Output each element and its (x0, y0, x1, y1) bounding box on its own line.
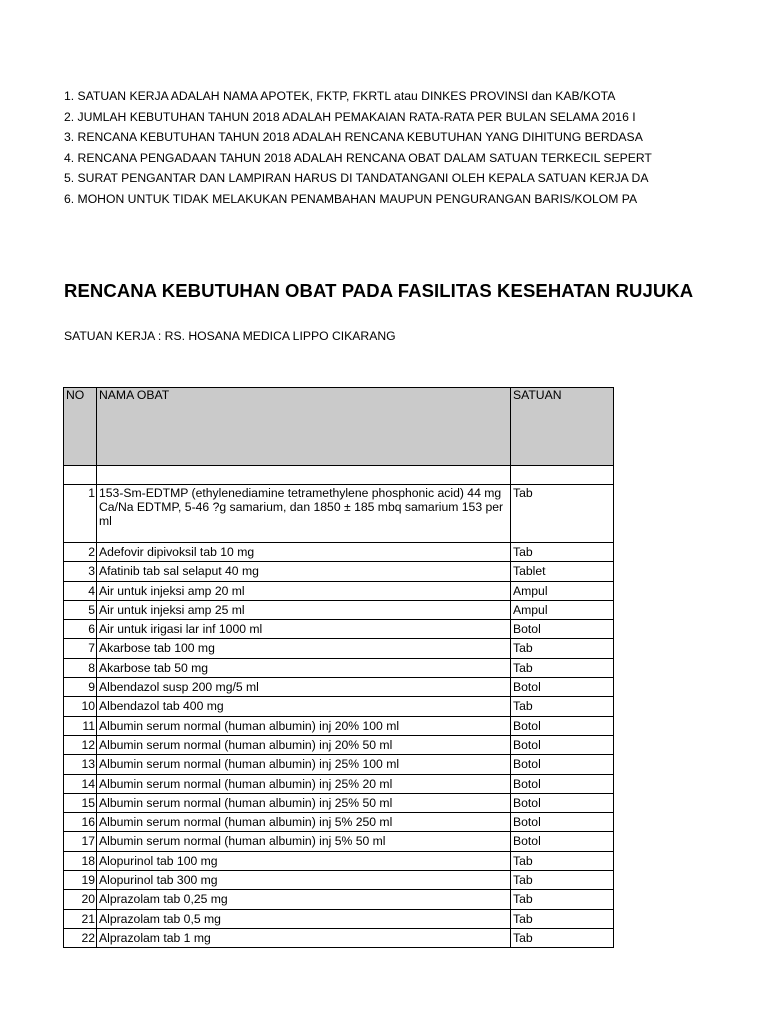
table-row (64, 871, 614, 890)
table-row (64, 755, 614, 774)
table-row (64, 581, 614, 600)
cell-no: 16 (64, 813, 97, 832)
cell-nama-obat: Afatinib tab sal selaput 40 mg (97, 562, 511, 581)
blank-row (64, 466, 614, 485)
cell-satuan: Tab (511, 851, 614, 870)
cell-no: 20 (64, 890, 97, 909)
cell-no: 14 (64, 774, 97, 793)
cell-no: 22 (64, 928, 97, 947)
table-row (64, 716, 614, 735)
cell-satuan: Tab (511, 871, 614, 890)
note-item: 3. RENCANA KEBUTUHAN TAHUN 2018 ADALAH RENCANA KEBUTUHAN YANG DIHITUNG BERDASA (64, 130, 643, 144)
note-item: 1. SATUAN KERJA ADALAH NAMA APOTEK, FKTP, FKRTL atau DINKES PROVINSI dan KAB/KOTA (64, 89, 616, 103)
cell-satuan: Botol (511, 620, 614, 639)
cell-no: 8 (64, 658, 97, 677)
cell-nama-obat: Albumin serum normal (human albumin) inj 20% 50 ml (97, 735, 511, 754)
cell-nama-obat: 153-Sm-EDTMP (ethylenediamine tetramethylene phosphonic acid) 44 mg Ca/Na EDTMP, 5-46 ?g samarium, dan 1850 ± 185 mbq samarium 153 per ml (97, 485, 511, 543)
cell-no: 1 (64, 485, 97, 543)
cell-nama-obat: Alopurinol tab 100 mg (97, 851, 511, 870)
cell-nama-obat: Albumin serum normal (human albumin) inj 25% 20 ml (97, 774, 511, 793)
cell-nama-obat: Alopurinol tab 300 mg (97, 871, 511, 890)
table-row (64, 890, 614, 909)
cell-nama-obat: Albumin serum normal (human albumin) inj 25% 50 ml (97, 793, 511, 812)
medicine-table (63, 387, 614, 948)
cell-nama-obat: Albumin serum normal (human albumin) inj 20% 100 ml (97, 716, 511, 735)
cell-nama-obat: Alprazolam tab 0,5 mg (97, 909, 511, 928)
cell-nama-obat: Akarbose tab 100 mg (97, 639, 511, 658)
cell-no: 11 (64, 716, 97, 735)
cell-no: 4 (64, 581, 97, 600)
header-nama-obat: NAMA OBAT (97, 388, 511, 466)
cell-satuan: Tab (511, 658, 614, 677)
header-no: NO (64, 388, 97, 466)
table-cell (64, 466, 97, 485)
cell-satuan: Botol (511, 755, 614, 774)
table-cell (97, 466, 511, 485)
cell-nama-obat: Air untuk irigasi lar inf 1000 ml (97, 620, 511, 639)
cell-no: 9 (64, 678, 97, 697)
cell-nama-obat: Akarbose tab 50 mg (97, 658, 511, 677)
table-row (64, 735, 614, 754)
cell-nama-obat: Air untuk injeksi amp 20 ml (97, 581, 511, 600)
table-row (64, 639, 614, 658)
table-row (64, 851, 614, 870)
cell-nama-obat: Albumin serum normal (human albumin) inj 5% 250 ml (97, 813, 511, 832)
note-item: 4. RENCANA PENGADAAN TAHUN 2018 ADALAH RENCANA OBAT DALAM SATUAN TERKECIL SEPERT (64, 150, 652, 165)
table-cell (511, 466, 614, 485)
header-satuan: SATUAN (511, 388, 614, 466)
cell-satuan: Tablet (511, 562, 614, 581)
table-row (64, 485, 614, 543)
cell-satuan: Tab (511, 543, 614, 562)
cell-no: 17 (64, 832, 97, 851)
cell-satuan: Botol (511, 735, 614, 754)
satuan-kerja-label: SATUAN KERJA : RS. HOSANA MEDICA LIPPO CIKARANG (64, 329, 396, 343)
cell-no: 10 (64, 697, 97, 716)
cell-satuan: Ampul (511, 600, 614, 619)
cell-no: 7 (64, 639, 97, 658)
table-row (64, 562, 614, 581)
cell-nama-obat: Adefovir dipivoksil tab 10 mg (97, 543, 511, 562)
table-row (64, 813, 614, 832)
cell-satuan: Botol (511, 774, 614, 793)
cell-nama-obat: Albumin serum normal (human albumin) inj 5% 50 ml (97, 832, 511, 851)
table-row (64, 774, 614, 793)
cell-satuan: Botol (511, 813, 614, 832)
cell-satuan: Tab (511, 639, 614, 658)
cell-satuan: Botol (511, 716, 614, 735)
cell-no: 21 (64, 909, 97, 928)
cell-no: 18 (64, 851, 97, 870)
table-row (64, 928, 614, 947)
cell-no: 12 (64, 735, 97, 754)
cell-satuan: Tab (511, 928, 614, 947)
cell-nama-obat: Alprazolam tab 1 mg (97, 928, 511, 947)
cell-nama-obat: Alprazolam tab 0,25 mg (97, 890, 511, 909)
table-row (64, 543, 614, 562)
cell-no: 3 (64, 562, 97, 581)
cell-no: 15 (64, 793, 97, 812)
table-row (64, 832, 614, 851)
cell-satuan: Tab (511, 697, 614, 716)
notes-list (64, 86, 652, 209)
cell-no: 6 (64, 620, 97, 639)
cell-nama-obat: Albendazol susp 200 mg/5 ml (97, 678, 511, 697)
cell-satuan: Botol (511, 793, 614, 812)
cell-satuan: Tab (511, 485, 614, 543)
cell-nama-obat: Albumin serum normal (human albumin) inj 25% 100 ml (97, 755, 511, 774)
cell-satuan: Botol (511, 832, 614, 851)
document-title: RENCANA KEBUTUHAN OBAT PADA FASILITAS KESEHATAN RUJUKA (64, 280, 694, 301)
table-row (64, 909, 614, 928)
cell-satuan: Botol (511, 678, 614, 697)
cell-satuan: Ampul (511, 581, 614, 600)
cell-no: 5 (64, 600, 97, 619)
cell-nama-obat: Air untuk injeksi amp 25 ml (97, 600, 511, 619)
table-header-row (64, 388, 614, 466)
note-item: 5. SURAT PENGANTAR DAN LAMPIRAN HARUS DI TANDATANGANI OLEH KEPALA SATUAN KERJA DA (64, 171, 649, 185)
cell-no: 19 (64, 871, 97, 890)
table-row (64, 697, 614, 716)
cell-no: 2 (64, 543, 97, 562)
note-item: 2. JUMLAH KEBUTUHAN TAHUN 2018 ADALAH PEMAKAIAN RATA-RATA PER BULAN SELAMA 2016 I (64, 109, 636, 124)
cell-no: 13 (64, 755, 97, 774)
table-row (64, 658, 614, 677)
cell-satuan: Tab (511, 909, 614, 928)
cell-nama-obat: Albendazol tab 400 mg (97, 697, 511, 716)
table-row (64, 600, 614, 619)
table-row (64, 620, 614, 639)
cell-satuan: Tab (511, 890, 614, 909)
table-row (64, 793, 614, 812)
table-row (64, 678, 614, 697)
note-item: 6. MOHON UNTUK TIDAK MELAKUKAN PENAMBAHAN MAUPUN PENGURANGAN BARIS/KOLOM PA (64, 191, 638, 206)
